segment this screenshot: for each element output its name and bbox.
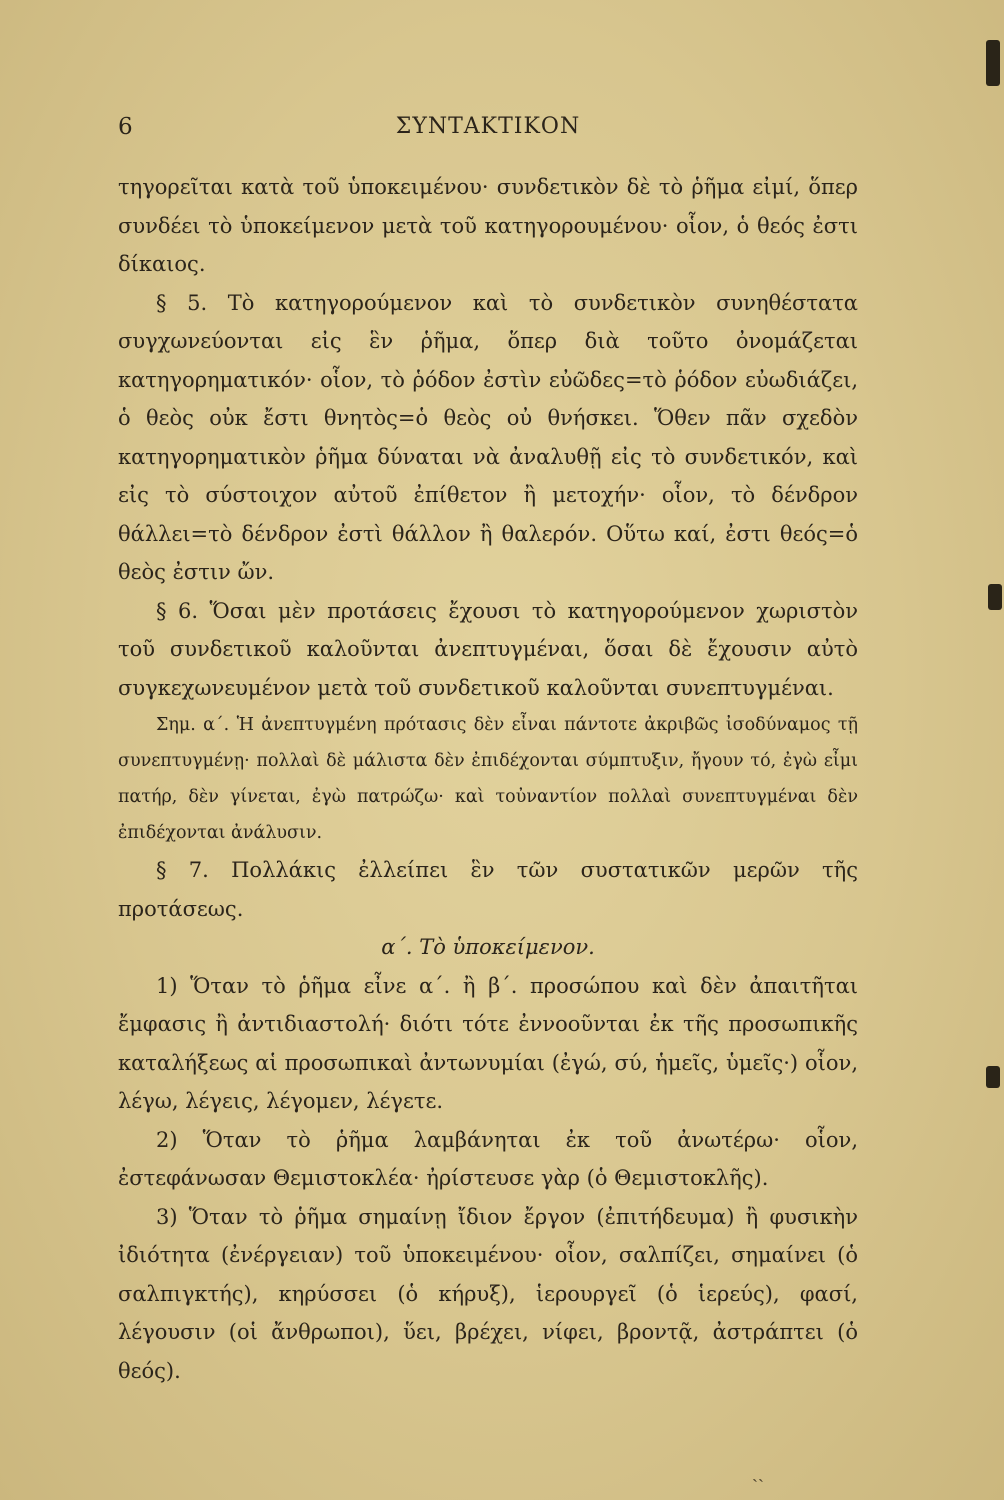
page-number: 6 [118, 114, 133, 140]
paragraph-section-6: § 6. Ὅσαι μὲν προτάσεις ἔχουσι τὸ κατηγορούμενον χωριστὸν τοῦ συνδετικοῦ καλοῦνται ἀνεπτυγμέναι, ὅσαι δὲ ἔχουσιν αὐτὸ συγκεχωνευμένον μετὰ τοῦ συνδετικοῦ καλοῦνται συνεπτυγμέναι. [118, 598, 858, 700]
paragraph-section-7: § 7. Πολλάκις ἐλλείπει ἓν τῶν συστατικῶν μερῶν τῆς προτάσεως. [118, 858, 858, 921]
footer-mark: ˏˏ [752, 1462, 764, 1483]
list-item-1: 1) Ὅταν τὸ ῥῆμα εἶνε α΄. ἢ β΄. προσώπου καὶ δὲν ἀπαιτῆται ἔμφασις ἢ ἀντιδιαστολή· διότι τότε ἐννοοῦνται ἐκ τῆς προσωπικῆς καταλήξεως αἱ προσωπικαὶ ἀντωνυμίαι (ἐγώ, σύ, ἡμεῖς, ὑμεῖς·) οἷον, λέγω, λέγεις, λέγομεν, λέγετε. [118, 973, 858, 1113]
list-item-2: 2) Ὅταν τὸ ῥῆμα λαμβάνηται ἐκ τοῦ ἀνωτέρω· οἷον, ἐστεφάνωσαν Θεμιστοκλέα· ἠρίστευσε γὰρ (ὁ Θεμιστοκλῆς). [118, 1127, 858, 1190]
paragraph-continuation: τηγορεῖται κατὰ τοῦ ὑποκειμένου· συνδετικὸν δὲ τὸ ῥῆμα εἰμί, ὅπερ συνδέει τὸ ὑποκείμενον μετὰ τοῦ κατηγορουμένου· οἷον, ὁ θεός ἐστι δίκαιος. [118, 175, 858, 276]
page-header [118, 114, 858, 150]
edge-mark-middle [988, 584, 1002, 610]
note-paragraph: Σημ. α΄. Ἡ ἀνεπτυγμένη πρότασις δὲν εἶναι πάντοτε ἀκριβῶς ἰσοδύναμος τῇ συνεπτυγμένῃ· πολλαὶ δὲ μάλιστα δὲν ἐπιδέχονται σύμπτυξιν, ἤγουν τό, ἐγὼ εἶμι πατήρ, δὲν γίνεται, ἐγὼ πατρώζω· καὶ τοὐναντίον πολλαὶ συνεπτυγμέναι δὲν ἐπιδέχονται ἀνάλυσιν. [118, 715, 858, 843]
edge-mark-lower [986, 1066, 1000, 1088]
running-title: ΣΥΝΤΑΚΤΙΚΟΝ [395, 114, 581, 139]
subheading: α΄. Τὸ ὑποκείμενον. [381, 935, 595, 959]
paragraph-section-5: § 5. Τὸ κατηγορούμενον καὶ τὸ συνδετικὸν συνηθέστατα συγχωνεύονται εἰς ἓν ῥῆμα, ὅπερ διὰ τοῦτο ὀνομάζεται κατηγορηματικόν· οἷον, τὸ ῥόδον ἐστὶν εὐῶδες=τὸ ῥόδον εὐωδιάζει, ὁ θεὸς οὐκ ἔστι θνητὸς=ὁ θεὸς οὐ θνήσκει. Ὅθεν πᾶν σχεδὸν κατηγορηματικὸν ῥῆμα δύναται νὰ ἀναλυθῇ εἰς τὸ συνδετικόν, καὶ εἰς τὸ σύστοιχον αὐτοῦ ἐπίθετον ἢ μετοχήν· οἷον, τὸ δένδρον θάλλει=τὸ δένδρον ἐστὶ θάλλον ἢ θαλερόν. Οὕτω καί, ἐστι θεός=ὁ θεὸς ἐστιν ὤν. [118, 290, 858, 584]
page-body [118, 168, 858, 1390]
edge-mark-top [986, 40, 1000, 86]
list-item-3: 3) Ὅταν τὸ ῥῆμα σημαίνῃ ἴδιον ἔργον (ἐπιτήδευμα) ἢ φυσικὴν ἰδιότητα (ἐνέργειαν) τοῦ ὑποκειμένου· οἷον, σαλπίζει, σημαίνει (ὁ σαλπιγκτής), κηρύσσει (ὁ κήρυξ), ἱερουργεῖ (ὁ ἱερεύς), φασί, λέγουσιν (οἱ ἄνθρωποι), ὕει, βρέχει, νίφει, βροντᾷ, ἀστράπτει (ὁ θεός). [118, 1204, 858, 1383]
